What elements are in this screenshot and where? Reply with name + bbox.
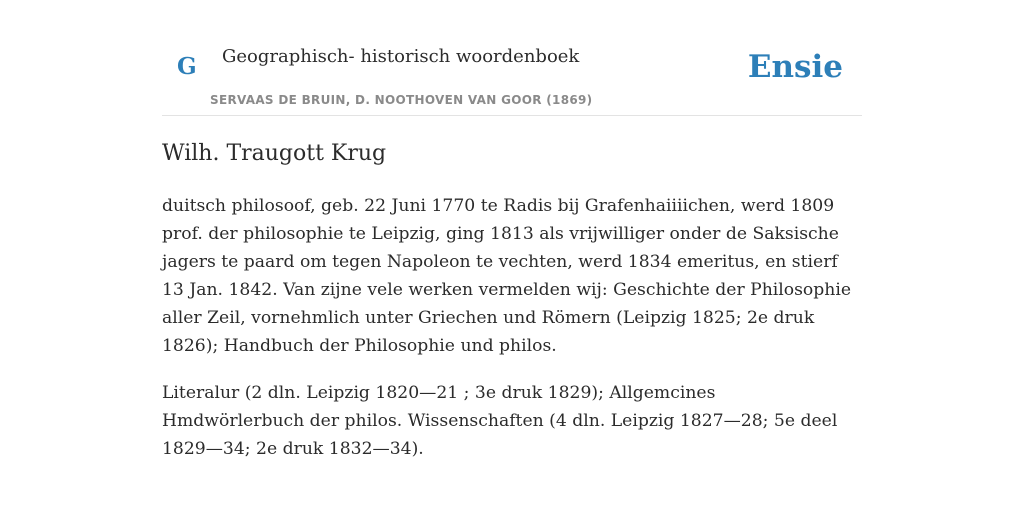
book-title-link[interactable]: Geographisch- historisch woordenboek (222, 46, 580, 67)
book-authors: SERVAAS DE BRUIN, D. NOOTHOVEN VAN GOOR (1869) (210, 93, 593, 107)
entry-paragraph-1: duitsch philosoof, geb. 22 Juni 1770 te Radis bij Grafenhaiiiichen, werd 1809 prof. der philosophie te Leipzig, ging 1813 als vrijwilliger onder de Saksische jagers te paard om tegen Napoleon te vechten, werd 1834 emeritus, en stierf 13 Jan. 1842. Van zijne vele werken vermelden wij: Geschichte der Philosophie aller Zeil, vornehmlich unter Griechen und Römern (Leipzig 1825; 2e druk 1826); Handbuch der Philosophie und philos. (162, 196, 852, 356)
page-container (162, 0, 862, 459)
entry-title: Wilh. Traugott Krug (162, 141, 387, 166)
entry-paragraph-2: Literalur (2 dln. Leipzig 1820—21 ; 3e druk 1829); Allgemcines Hmdwörlerbuch der philos. Wissenschaften (4 dln. Leipzig 1827—28; 5e deel 1829—34; 2e druk 1832—34). (162, 383, 838, 459)
site-logo[interactable]: Ensie (747, 49, 843, 85)
entry-body (162, 192, 862, 482)
book-letter-link[interactable]: G (177, 53, 197, 80)
book-header (162, 0, 862, 116)
